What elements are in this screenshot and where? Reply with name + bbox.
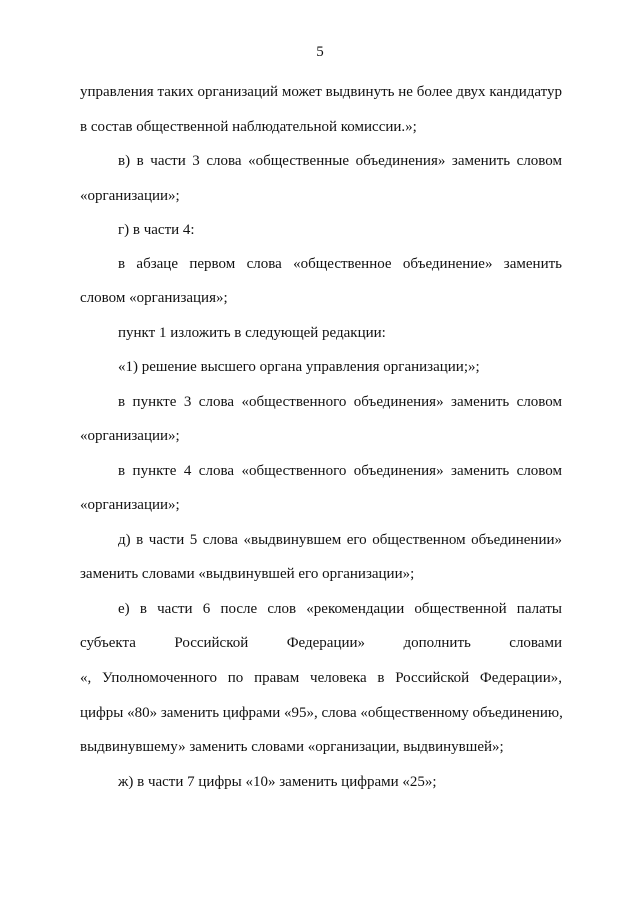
text-line: «организации»; [80,188,180,204]
text-line: в пункте 4 слова «общественного объединения» заменить словом [118,463,562,479]
text-line: «организации»; [80,497,180,513]
text-line: г) в части 4: [118,222,195,238]
text-line: в пункте 3 слова «общественного объединения» заменить словом [118,394,562,410]
text-line: пункт 1 изложить в следующей редакции: [118,325,386,341]
text-line: «организации»; [80,428,180,444]
text-line: словом «организация»; [80,290,228,306]
text-line: в состав общественной наблюдательной комиссии.»; [80,119,417,135]
text-line: субъекта Российской Федерации» дополнить словами [80,635,562,651]
page-number: 5 [316,44,324,60]
text-line: выдвинувшему» заменить словами «организации, выдвинувшей»; [80,739,504,755]
text-line: «, Уполномоченного по правам человека в Российской Федерации», [80,670,562,686]
text-line: д) в части 5 слова «выдвинувшем его общественном объединении» [118,532,562,548]
text-line: цифры «80» заменить цифрами «95», слова «общественному объединению, [80,705,563,721]
text-line: в абзаце первом слова «общественное объединение» заменить [118,256,562,272]
text-line: управления таких организаций может выдвинуть не более двух кандидатур [80,84,562,100]
text-line: ж) в части 7 цифры «10» заменить цифрами «25»; [118,774,437,790]
text-line: «1) решение высшего органа управления организации;»; [118,359,480,375]
text-line: заменить словами «выдвинувшей его организации»; [80,566,415,582]
text-line: е) в части 6 после слов «рекомендации общественной палаты [118,601,562,617]
text-line: в) в части 3 слова «общественные объединения» заменить словом [118,153,562,169]
